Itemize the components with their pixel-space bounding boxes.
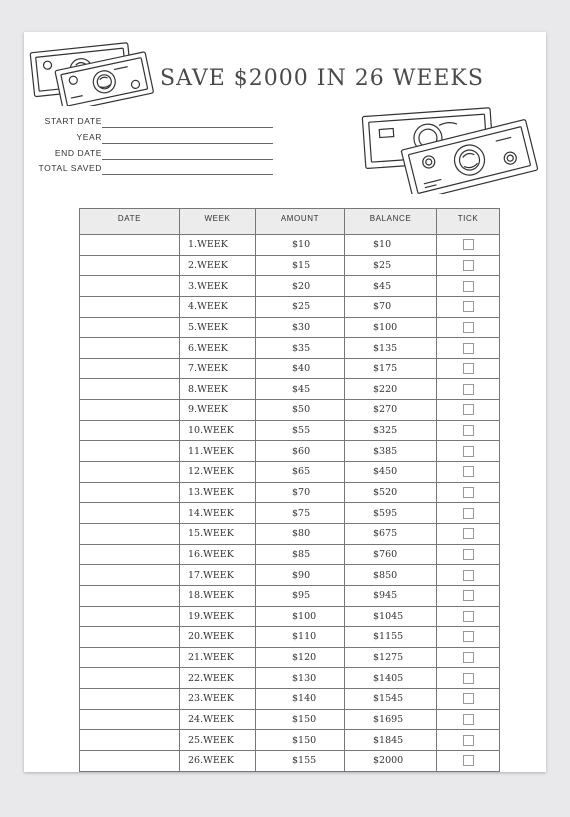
amount-cell: $90	[256, 565, 345, 586]
date-cell[interactable]	[80, 462, 180, 483]
start-date-label: START DATE	[44, 116, 102, 126]
checkbox-icon[interactable]	[463, 466, 474, 477]
balance-cell: $1155	[345, 627, 437, 648]
date-cell[interactable]	[80, 420, 180, 441]
checkbox-icon[interactable]	[463, 570, 474, 581]
date-cell[interactable]	[80, 544, 180, 565]
table-row	[80, 255, 500, 276]
date-cell[interactable]	[80, 400, 180, 421]
tick-cell	[437, 503, 500, 524]
table-row	[80, 627, 500, 648]
table-row	[80, 668, 500, 689]
balance-cell: $760	[345, 544, 437, 565]
checkbox-icon[interactable]	[463, 281, 474, 292]
table-row	[80, 606, 500, 627]
amount-cell: $155	[256, 751, 345, 772]
checkbox-icon[interactable]	[463, 714, 474, 725]
table-row	[80, 317, 500, 338]
week-cell: 10.WEEK	[180, 420, 256, 441]
tick-cell	[437, 523, 500, 544]
checkbox-icon[interactable]	[463, 260, 474, 271]
checkbox-icon[interactable]	[463, 673, 474, 684]
balance-cell: $450	[345, 462, 437, 483]
total-saved-field[interactable]	[102, 174, 273, 175]
balance-cell: $1545	[345, 689, 437, 710]
week-cell: 6.WEEK	[180, 338, 256, 359]
end-date-label: END DATE	[54, 148, 102, 158]
amount-cell: $80	[256, 523, 345, 544]
date-cell[interactable]	[80, 585, 180, 606]
table-row	[80, 585, 500, 606]
balance-cell: $175	[345, 358, 437, 379]
balance-cell: $325	[345, 420, 437, 441]
column-header-amount: AMOUNT	[256, 209, 345, 235]
date-cell[interactable]	[80, 358, 180, 379]
checkbox-icon[interactable]	[463, 508, 474, 519]
amount-cell: $150	[256, 730, 345, 751]
tick-cell	[437, 647, 500, 668]
week-cell: 11.WEEK	[180, 441, 256, 462]
table-row	[80, 296, 500, 317]
amount-cell: $70	[256, 482, 345, 503]
week-cell: 2.WEEK	[180, 255, 256, 276]
week-cell: 22.WEEK	[180, 668, 256, 689]
amount-cell: $10	[256, 235, 345, 256]
table-row	[80, 523, 500, 544]
tick-cell	[437, 544, 500, 565]
tick-cell	[437, 689, 500, 710]
amount-cell: $60	[256, 441, 345, 462]
tick-cell	[437, 379, 500, 400]
week-cell: 7.WEEK	[180, 358, 256, 379]
tick-cell	[437, 441, 500, 462]
checkbox-icon[interactable]	[463, 590, 474, 601]
year-field[interactable]	[102, 143, 273, 144]
checkbox-icon[interactable]	[463, 528, 474, 539]
balance-cell: $70	[345, 296, 437, 317]
week-cell: 9.WEEK	[180, 400, 256, 421]
tick-cell	[437, 276, 500, 297]
tick-cell	[437, 585, 500, 606]
tick-cell	[437, 338, 500, 359]
column-header-date: DATE	[80, 209, 180, 235]
checkbox-icon[interactable]	[463, 343, 474, 354]
tick-cell	[437, 462, 500, 483]
table-row	[80, 379, 500, 400]
tick-cell	[437, 668, 500, 689]
checkbox-icon[interactable]	[463, 652, 474, 663]
amount-cell: $120	[256, 647, 345, 668]
amount-cell: $50	[256, 400, 345, 421]
checkbox-icon[interactable]	[463, 404, 474, 415]
balance-cell: $945	[345, 585, 437, 606]
checkbox-icon[interactable]	[463, 425, 474, 436]
table-row	[80, 338, 500, 359]
week-cell: 12.WEEK	[180, 462, 256, 483]
week-cell: 8.WEEK	[180, 379, 256, 400]
date-cell[interactable]	[80, 730, 180, 751]
amount-cell: $130	[256, 668, 345, 689]
checkbox-icon[interactable]	[463, 755, 474, 766]
week-cell: 24.WEEK	[180, 709, 256, 730]
amount-cell: $110	[256, 627, 345, 648]
balance-cell: $100	[345, 317, 437, 338]
amount-cell: $25	[256, 296, 345, 317]
checkbox-icon[interactable]	[463, 735, 474, 746]
balance-cell: $385	[345, 441, 437, 462]
amount-cell: $20	[256, 276, 345, 297]
tick-cell	[437, 627, 500, 648]
amount-cell: $65	[256, 462, 345, 483]
week-cell: 23.WEEK	[180, 689, 256, 710]
table-row	[80, 482, 500, 503]
week-cell: 17.WEEK	[180, 565, 256, 586]
total-saved-label: TOTAL SAVED	[38, 163, 102, 173]
table-row	[80, 441, 500, 462]
column-header-week: WEEK	[180, 209, 256, 235]
balance-cell: $2000	[345, 751, 437, 772]
balance-cell: $25	[345, 255, 437, 276]
tick-cell	[437, 482, 500, 503]
date-cell[interactable]	[80, 668, 180, 689]
week-cell: 5.WEEK	[180, 317, 256, 338]
amount-cell: $150	[256, 709, 345, 730]
cash-bills-icon	[360, 104, 540, 194]
checkbox-icon[interactable]	[463, 446, 474, 457]
table-row	[80, 358, 500, 379]
tick-cell	[437, 730, 500, 751]
week-cell: 16.WEEK	[180, 544, 256, 565]
amount-cell: $85	[256, 544, 345, 565]
date-cell[interactable]	[80, 441, 180, 462]
table-row	[80, 751, 500, 772]
amount-cell: $35	[256, 338, 345, 359]
cash-bills-icon	[28, 38, 156, 106]
balance-cell: $675	[345, 523, 437, 544]
balance-cell: $135	[345, 338, 437, 359]
amount-cell: $75	[256, 503, 345, 524]
date-cell[interactable]	[80, 606, 180, 627]
balance-cell: $850	[345, 565, 437, 586]
table-row	[80, 544, 500, 565]
tick-cell	[437, 400, 500, 421]
year-label: YEAR	[76, 132, 102, 142]
date-cell[interactable]	[80, 627, 180, 648]
start-date-field[interactable]	[102, 127, 273, 128]
balance-cell: $45	[345, 276, 437, 297]
date-cell[interactable]	[80, 503, 180, 524]
checkbox-icon[interactable]	[463, 549, 474, 560]
balance-cell: $1405	[345, 668, 437, 689]
tick-cell	[437, 255, 500, 276]
balance-cell: $10	[345, 235, 437, 256]
date-cell[interactable]	[80, 255, 180, 276]
balance-cell: $220	[345, 379, 437, 400]
table-row	[80, 462, 500, 483]
tick-cell	[437, 709, 500, 730]
date-cell[interactable]	[80, 296, 180, 317]
table-row	[80, 565, 500, 586]
amount-cell: $40	[256, 358, 345, 379]
tick-cell	[437, 317, 500, 338]
checkbox-icon[interactable]	[463, 611, 474, 622]
end-date-field[interactable]	[102, 159, 273, 160]
tick-cell	[437, 565, 500, 586]
date-cell[interactable]	[80, 338, 180, 359]
table-header-row	[80, 209, 500, 235]
balance-cell: $595	[345, 503, 437, 524]
week-cell: 3.WEEK	[180, 276, 256, 297]
date-cell[interactable]	[80, 751, 180, 772]
week-cell: 18.WEEK	[180, 585, 256, 606]
tick-cell	[437, 235, 500, 256]
amount-cell: $15	[256, 255, 345, 276]
savings-table	[79, 208, 500, 772]
tick-cell	[437, 296, 500, 317]
week-cell: 15.WEEK	[180, 523, 256, 544]
tick-cell	[437, 420, 500, 441]
checkbox-icon[interactable]	[463, 301, 474, 312]
table-row	[80, 420, 500, 441]
table-row	[80, 730, 500, 751]
week-cell: 14.WEEK	[180, 503, 256, 524]
amount-cell: $55	[256, 420, 345, 441]
checkbox-icon[interactable]	[463, 322, 474, 333]
checkbox-icon[interactable]	[463, 239, 474, 250]
amount-cell: $30	[256, 317, 345, 338]
table-row	[80, 689, 500, 710]
week-cell: 1.WEEK	[180, 235, 256, 256]
checkbox-icon[interactable]	[463, 631, 474, 642]
table-row	[80, 400, 500, 421]
table-row	[80, 503, 500, 524]
date-cell[interactable]	[80, 709, 180, 730]
table-row	[80, 709, 500, 730]
week-cell: 26.WEEK	[180, 751, 256, 772]
checkbox-icon[interactable]	[463, 693, 474, 704]
column-header-balance: BALANCE	[345, 209, 437, 235]
date-cell[interactable]	[80, 317, 180, 338]
balance-cell: $270	[345, 400, 437, 421]
table-row	[80, 276, 500, 297]
checkbox-icon[interactable]	[463, 384, 474, 395]
amount-cell: $45	[256, 379, 345, 400]
tick-cell	[437, 358, 500, 379]
amount-cell: $95	[256, 585, 345, 606]
week-cell: 13.WEEK	[180, 482, 256, 503]
column-header-tick: TICK	[437, 209, 500, 235]
date-cell[interactable]	[80, 647, 180, 668]
table-row	[80, 647, 500, 668]
table-row	[80, 235, 500, 256]
date-cell[interactable]	[80, 523, 180, 544]
balance-cell: $520	[345, 482, 437, 503]
date-cell[interactable]	[80, 276, 180, 297]
date-cell[interactable]	[80, 379, 180, 400]
page-title: SAVE $2000 IN 26 WEEKS	[160, 66, 484, 91]
week-cell: 19.WEEK	[180, 606, 256, 627]
date-cell[interactable]	[80, 565, 180, 586]
tick-cell	[437, 606, 500, 627]
balance-cell: $1045	[345, 606, 437, 627]
balance-cell: $1845	[345, 730, 437, 751]
amount-cell: $100	[256, 606, 345, 627]
week-cell: 20.WEEK	[180, 627, 256, 648]
amount-cell: $140	[256, 689, 345, 710]
date-cell[interactable]	[80, 689, 180, 710]
date-cell[interactable]	[80, 482, 180, 503]
table-body	[80, 235, 500, 772]
week-cell: 21.WEEK	[180, 647, 256, 668]
week-cell: 4.WEEK	[180, 296, 256, 317]
tick-cell	[437, 751, 500, 772]
balance-cell: $1275	[345, 647, 437, 668]
week-cell: 25.WEEK	[180, 730, 256, 751]
checkbox-icon[interactable]	[463, 487, 474, 498]
checkbox-icon[interactable]	[463, 363, 474, 374]
balance-cell: $1695	[345, 709, 437, 730]
date-cell[interactable]	[80, 235, 180, 256]
